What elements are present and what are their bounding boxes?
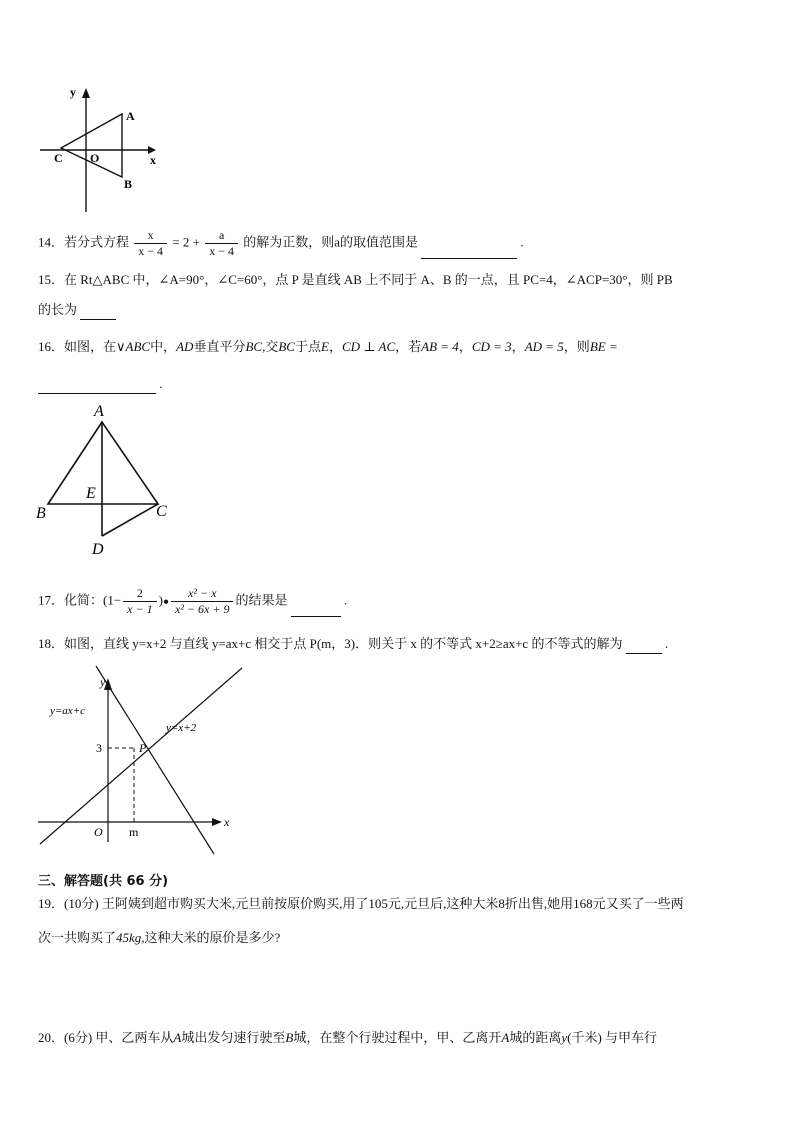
q16-t1: 中， [150,339,177,354]
q16-ad-length: AD = 5 [524,339,564,354]
label-p: P [139,741,147,755]
q14-end: . [520,234,524,250]
question-19-line-2 [38,928,764,948]
q18-text: 18．如图，直线 y=x+2 与直线 y=ax+c 相交于点 P(m，3)．则关于 x 的不等式 x+2≥ax+c 的不等式的解为 [38,636,623,651]
q16-t7: ， [458,339,472,354]
q16-t4: 于点 [294,339,321,354]
q20-prefix: 20．(6分) 甲、乙两车从 [38,1030,174,1045]
q16-t6: ，若 [395,339,422,354]
label-3: 3 [96,741,102,755]
q14-prefix: 14．若分式方程 [38,234,130,250]
label-o: O [90,151,100,165]
q16-bc-1: BC [245,339,263,354]
q16-triangle: ∨ABC [116,339,151,354]
label-x: x [150,153,156,167]
q17-fraction-1 [123,586,156,617]
q17-dot: ● [162,596,169,608]
q16-e: E [321,339,329,354]
label-b: B [36,505,46,522]
q14-mid: = 2 + [172,234,200,250]
y-axis-arrow [82,88,90,98]
label-m: m [129,825,139,839]
coordinate-triangle-figure [36,82,176,212]
q15-line2-prefix: 的长为 [38,302,78,317]
x-axis-arrow [212,818,222,826]
label-line-ax-c: y=ax+c [50,705,85,717]
q17-f1-denominator: x − 1 [127,602,153,616]
label-y: y [70,85,76,99]
triangle-abc [61,114,122,177]
label-line-x-2: y=x+2 [166,722,197,734]
q17-f1-numerator: 2 [123,586,156,602]
q20-city-a-2: A [501,1030,510,1045]
q17-fraction-2 [171,586,233,617]
q14-suffix: 的解为正数，则a的取值范围是 [243,234,419,250]
question-20 [38,1028,764,1048]
q16-cd: CD = 3 [471,339,512,354]
q14-f2-denominator: x − 4 [209,244,234,258]
q19-line2-prefix: 次一共购买了 [38,930,117,945]
question-18 [38,634,764,654]
question-16-line-2 [38,374,764,394]
q20-t4: (千米) 与甲车行 [567,1030,658,1045]
q17-suffix: 的结果是 [235,592,288,608]
q18-end: . [664,636,669,651]
question-16-line-1 [38,337,764,357]
q20-city-b: B [285,1030,294,1045]
q18-answer-blank[interactable] [626,639,662,654]
q14-answer-blank[interactable] [421,244,517,259]
question-19-line-1: 19．(10分) 王阿姨到超市购买大米,元旦前按原价购买,用了105元,元旦后,这种大米8折出售,她用168元又买了一些两 [38,896,684,911]
label-c: C [156,503,167,520]
line-y-x-2 [40,668,242,844]
q17-end: . [343,592,348,608]
question-15-line-2 [38,300,764,320]
label-a: A [94,403,104,420]
question-15-line-1: 15．在 Rt△ABC 中，∠A=90°，∠C=60°，点 P 是直线 AB 上不同于 A、B 的一点，且 PC=4，∠ACP=30°，则 PB [38,272,673,287]
section-title: 三、解答题(共 66 分) [38,874,169,889]
q16-ad: AD [176,339,194,354]
question-14 [38,228,764,259]
q14-f1-numerator: x [134,228,167,244]
q16-prefix: 16．如图，在 [38,339,117,354]
triangle-abcd-figure [34,400,184,560]
q16-cd-perp-ac: CD ⊥ AC [341,339,396,354]
q16-answer-blank[interactable] [38,379,156,394]
q16-end: . [159,376,163,391]
q17-f2-denominator: x² − 6x + 9 [175,602,230,616]
q14-f1-denominator: x − 4 [138,244,164,258]
label-a: A [126,109,135,123]
label-c: C [54,151,63,165]
q19-line2-suffix: ,这种大米的原价是多少? [141,930,281,945]
question-17 [38,586,764,617]
q20-y-variable: y [561,1030,568,1045]
q16-t3: ,交 [262,339,279,354]
q20-t3: 城的距离 [509,1030,562,1045]
label-x: x [224,815,230,829]
line-y-ax-c [96,666,214,854]
q17-prefix: 17．化简：(1− [38,592,122,608]
q16-be: BE = [589,339,618,354]
q17-close: ) [158,592,163,608]
q19-weight: 45kg [116,930,142,945]
q16-t5: ， [328,339,342,354]
q20-t1: 城出发匀速行驶至 [181,1030,286,1045]
triangle-abc-outline [48,422,158,504]
linear-functions-graph [36,664,246,859]
label-b: B [124,177,133,191]
q14-f2-numerator: a [205,228,238,244]
segment-cd [102,504,158,536]
q16-t2: 垂直平分 [193,339,246,354]
q17-f2-numerator: x² − x [171,586,233,602]
label-o: O [94,825,103,839]
q14-fraction-2 [205,228,238,259]
q16-t8: ， [511,339,525,354]
label-y: y [100,675,106,689]
q16-ab: AB = 4 [421,339,459,354]
q17-answer-blank[interactable] [291,602,341,617]
label-d: D [92,541,104,558]
label-e: E [86,485,96,502]
q20-city-a-1: A [173,1030,182,1045]
q14-fraction-1 [134,228,167,259]
q16-bc-2: BC [278,339,295,354]
q20-t2: 城，在整个行驶过程中，甲、乙离开 [293,1030,502,1045]
q16-t9: ，则 [563,339,590,354]
q15-answer-blank[interactable] [80,305,116,320]
